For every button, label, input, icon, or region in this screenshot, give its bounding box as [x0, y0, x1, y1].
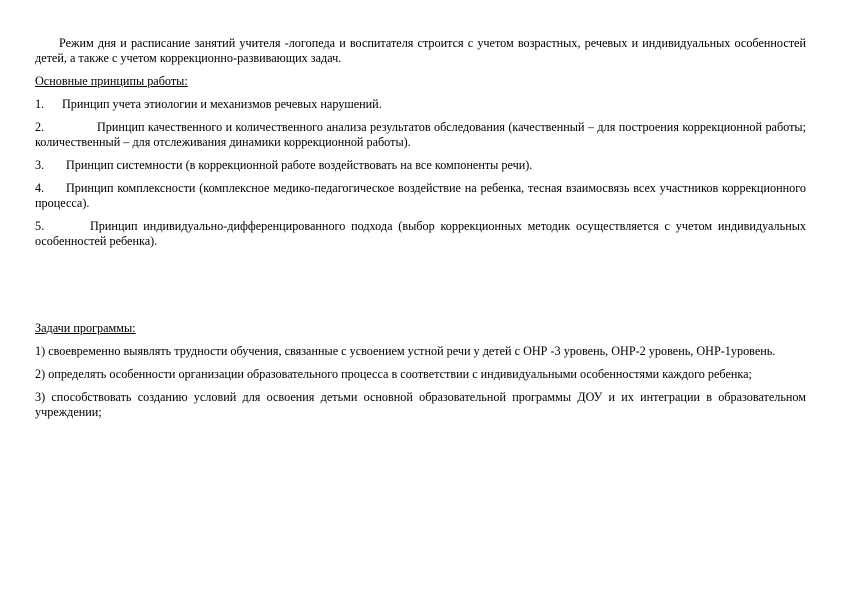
section-spacer — [35, 257, 806, 321]
task-item-3: 3) способствовать созданию условий для освоения детьми основной образовательной программы ДОУ и их интеграции в образовательном учреждении; — [35, 390, 806, 419]
task-item-2: 2) определять особенности организации образовательного процесса в соответствии с индивидуальными особенностями каждого ребенка; — [35, 367, 752, 381]
principle-number: 1. — [35, 97, 45, 111]
principle-item-2 — [35, 120, 806, 150]
principle-item-5 — [35, 219, 806, 249]
principle-item-1 — [35, 97, 806, 112]
task-item-1: 1) своевременно выявлять трудности обучения, связанные с усвоением устной речи у детей с ОНР -3 уровень, ОНР-2 уровень, ОНР-1уровень. — [35, 344, 776, 358]
principle-number: 2. — [35, 120, 45, 134]
principles-heading: Основные принципы работы: — [35, 74, 188, 88]
principle-number: 5. — [35, 219, 45, 233]
principle-number: 3. — [35, 158, 45, 172]
tasks-heading: Задачи программы: — [35, 321, 136, 335]
principle-text: Принцип комплексности (комплексное медико-педагогическое воздействие на ребенка, тесная взаимосвязь всех участников коррекционного процесса). — [35, 181, 806, 210]
principle-number: 4. — [35, 181, 45, 195]
intro-paragraph: Режим дня и расписание занятий учителя -логопеда и воспитателя строится с учетом возрастных, речевых и индивидуальных особенностей детей, а также с учетом коррекционно-развивающих задач. — [35, 36, 806, 65]
principle-text: Принцип индивидуально-дифференцированного подхода (выбор коррекционных методик осуществляется с учетом индивидуальных особенностей ребенка). — [35, 219, 806, 248]
principle-text: Принцип качественного и количественного анализа результатов обследования (качественный – для построения коррекционной работы; количественный – для отслеживания динамики коррекционной работы). — [35, 120, 806, 149]
principle-item-3 — [35, 158, 806, 173]
principle-text: Принцип системности (в коррекционной работе воздействовать на все компоненты речи). — [66, 158, 533, 172]
document-page — [35, 36, 806, 428]
principle-item-4 — [35, 181, 806, 211]
principle-text: Принцип учета этиологии и механизмов речевых нарушений. — [62, 97, 382, 111]
